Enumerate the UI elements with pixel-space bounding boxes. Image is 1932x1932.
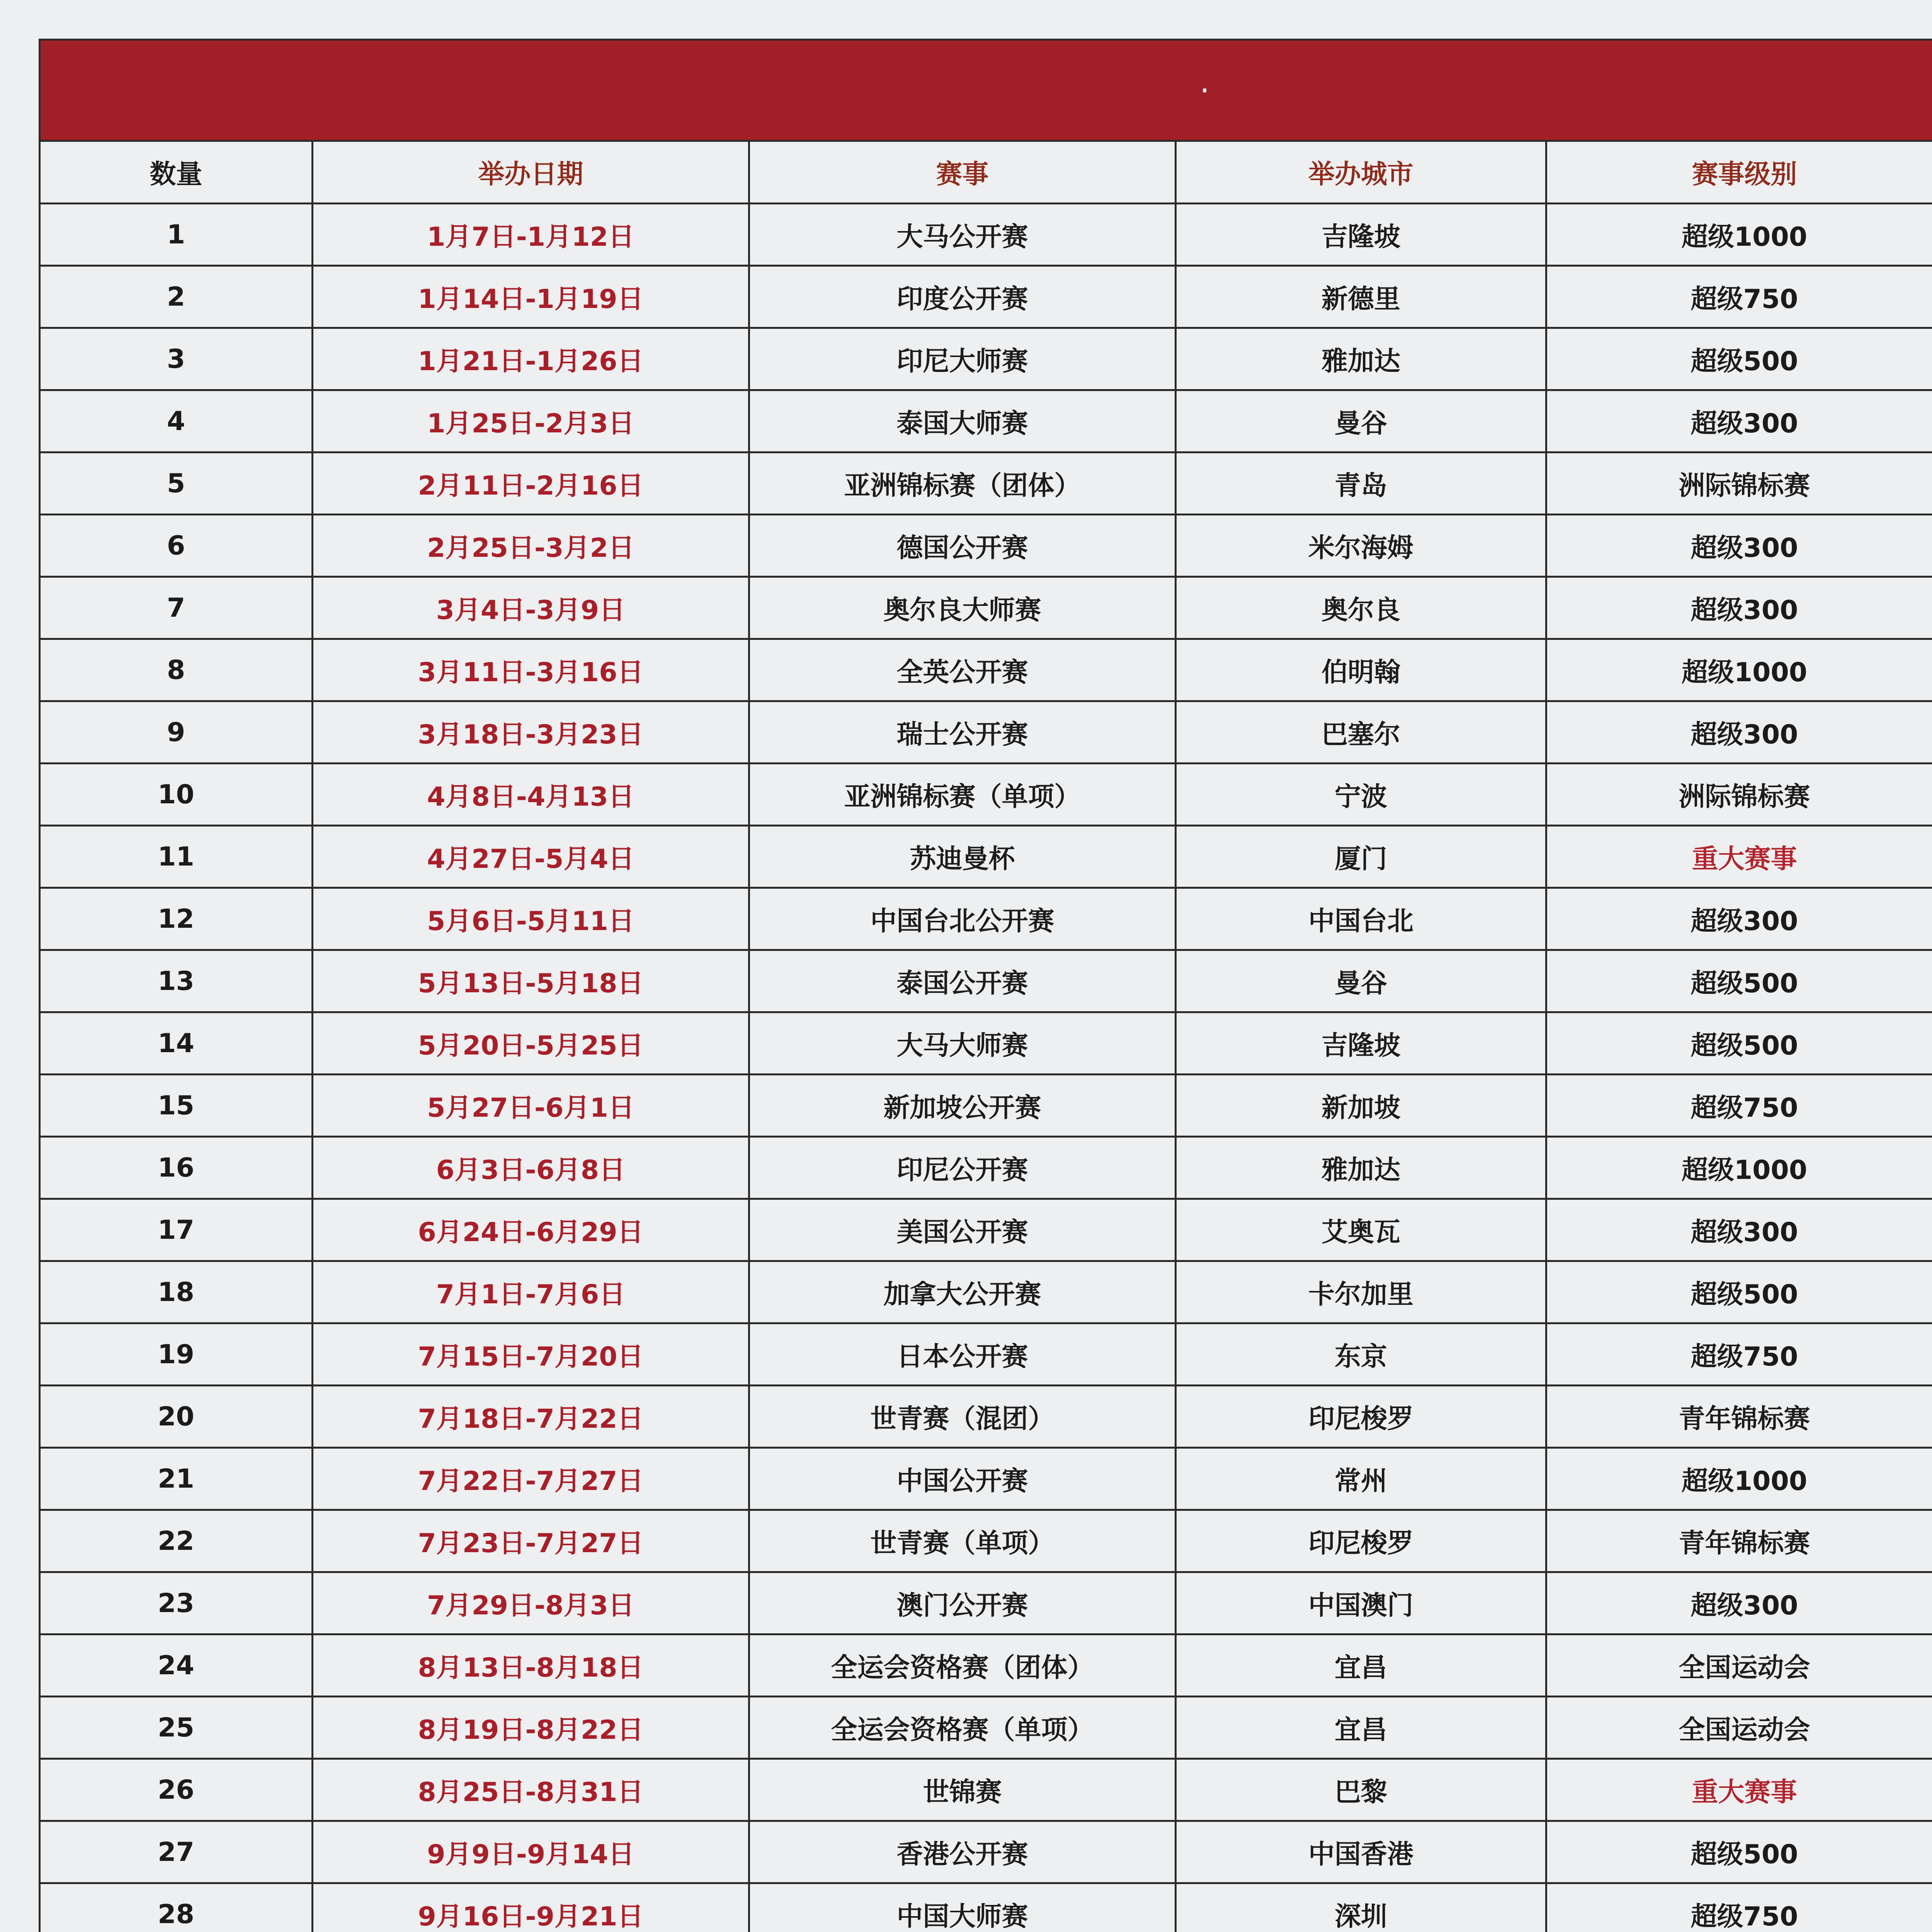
cell-event: 日本公开赛 bbox=[749, 1323, 1176, 1386]
cell-date: 2月11日-2月16日 bbox=[313, 452, 749, 515]
header-row bbox=[40, 141, 1932, 204]
cell-city: 曼谷 bbox=[1176, 390, 1546, 452]
cell-city: 新加坡 bbox=[1176, 1075, 1546, 1137]
cell-event: 奥尔良大师赛 bbox=[749, 577, 1176, 639]
table-row bbox=[40, 452, 1932, 515]
cell-date: 8月13日-8月18日 bbox=[313, 1634, 749, 1697]
cell-count: 8 bbox=[40, 639, 313, 701]
cell-date: 7月22日-7月27日 bbox=[313, 1448, 749, 1510]
cell-date: 4月27日-5月4日 bbox=[313, 826, 749, 888]
table-row bbox=[40, 1821, 1932, 1883]
table-row bbox=[40, 1075, 1932, 1137]
cell-count: 17 bbox=[40, 1199, 313, 1261]
cell-level: 超级300 bbox=[1546, 577, 1932, 639]
cell-city: 曼谷 bbox=[1176, 950, 1546, 1012]
cell-count: 14 bbox=[40, 1012, 313, 1075]
cell-level: 全国运动会 bbox=[1546, 1634, 1932, 1697]
cell-event: 全运会资格赛（单项） bbox=[749, 1697, 1176, 1759]
cell-date: 3月18日-3月23日 bbox=[313, 701, 749, 764]
cell-count: 5 bbox=[40, 452, 313, 515]
cell-city: 印尼梭罗 bbox=[1176, 1510, 1546, 1572]
table-row bbox=[40, 266, 1932, 328]
cell-level: 超级300 bbox=[1546, 701, 1932, 764]
cell-event: 中国大师赛 bbox=[749, 1883, 1176, 1932]
cell-count: 3 bbox=[40, 328, 313, 390]
cell-level: 超级500 bbox=[1546, 950, 1932, 1012]
cell-event: 全英公开赛 bbox=[749, 639, 1176, 701]
cell-event: 泰国大师赛 bbox=[749, 390, 1176, 452]
cell-count: 11 bbox=[40, 826, 313, 888]
cell-city: 宁波 bbox=[1176, 764, 1546, 826]
cell-count: 27 bbox=[40, 1821, 313, 1883]
cell-city: 米尔海姆 bbox=[1176, 515, 1546, 577]
cell-event: 加拿大公开赛 bbox=[749, 1261, 1176, 1323]
cell-level: 青年锦标赛 bbox=[1546, 1510, 1932, 1572]
cell-date: 7月23日-7月27日 bbox=[313, 1510, 749, 1572]
cell-city: 吉隆坡 bbox=[1176, 1012, 1546, 1075]
cell-count: 12 bbox=[40, 888, 313, 950]
cell-event: 世锦赛 bbox=[749, 1759, 1176, 1821]
schedule-sheet bbox=[39, 39, 1932, 1932]
cell-level: 超级300 bbox=[1546, 1572, 1932, 1634]
cell-city: 印尼梭罗 bbox=[1176, 1386, 1546, 1448]
cell-level: 全国运动会 bbox=[1546, 1697, 1932, 1759]
cell-event: 全运会资格赛（团体） bbox=[749, 1634, 1176, 1697]
cell-date: 7月1日-7月6日 bbox=[313, 1261, 749, 1323]
cell-level: 超级1000 bbox=[1546, 1137, 1932, 1199]
cell-count: 18 bbox=[40, 1261, 313, 1323]
table-row bbox=[40, 1386, 1932, 1448]
cell-city: 青岛 bbox=[1176, 452, 1546, 515]
cell-city: 深圳 bbox=[1176, 1883, 1546, 1932]
table-row bbox=[40, 1261, 1932, 1323]
cell-city: 新德里 bbox=[1176, 266, 1546, 328]
table-row bbox=[40, 1697, 1932, 1759]
table-row bbox=[40, 204, 1932, 266]
cell-count: 10 bbox=[40, 764, 313, 826]
cell-city: 雅加达 bbox=[1176, 328, 1546, 390]
cell-event: 中国台北公开赛 bbox=[749, 888, 1176, 950]
cell-event: 大马大师赛 bbox=[749, 1012, 1176, 1075]
cell-level: 超级500 bbox=[1546, 328, 1932, 390]
cell-level: 超级500 bbox=[1546, 1821, 1932, 1883]
cell-event: 中国公开赛 bbox=[749, 1448, 1176, 1510]
cell-level: 超级1000 bbox=[1546, 204, 1932, 266]
cell-count: 7 bbox=[40, 577, 313, 639]
cell-city: 常州 bbox=[1176, 1448, 1546, 1510]
table-row bbox=[40, 390, 1932, 452]
cell-level: 洲际锦标赛 bbox=[1546, 764, 1932, 826]
cell-date: 3月4日-3月9日 bbox=[313, 577, 749, 639]
cell-event: 泰国公开赛 bbox=[749, 950, 1176, 1012]
cell-level: 超级300 bbox=[1546, 515, 1932, 577]
table-row bbox=[40, 1759, 1932, 1821]
table-row bbox=[40, 888, 1932, 950]
cell-city: 宜昌 bbox=[1176, 1634, 1546, 1697]
cell-city: 卡尔加里 bbox=[1176, 1261, 1546, 1323]
cell-event: 澳门公开赛 bbox=[749, 1572, 1176, 1634]
cell-event: 瑞士公开赛 bbox=[749, 701, 1176, 764]
schedule-table bbox=[39, 140, 1932, 1932]
table-row bbox=[40, 701, 1932, 764]
cell-event: 印尼公开赛 bbox=[749, 1137, 1176, 1199]
cell-count: 23 bbox=[40, 1572, 313, 1634]
table-row bbox=[40, 577, 1932, 639]
table-row bbox=[40, 515, 1932, 577]
cell-level: 洲际锦标赛 bbox=[1546, 452, 1932, 515]
table-row bbox=[40, 1012, 1932, 1075]
cell-event: 新加坡公开赛 bbox=[749, 1075, 1176, 1137]
table-row bbox=[40, 1634, 1932, 1697]
cell-level: 超级1000 bbox=[1546, 639, 1932, 701]
cell-date: 9月16日-9月21日 bbox=[313, 1883, 749, 1932]
cell-date: 5月27日-6月1日 bbox=[313, 1075, 749, 1137]
cell-count: 19 bbox=[40, 1323, 313, 1386]
cell-city: 吉隆坡 bbox=[1176, 204, 1546, 266]
cell-event: 大马公开赛 bbox=[749, 204, 1176, 266]
cell-date: 1月21日-1月26日 bbox=[313, 328, 749, 390]
header-event: 赛事 bbox=[749, 141, 1176, 204]
cell-level: 超级1000 bbox=[1546, 1448, 1932, 1510]
header-level: 赛事级别 bbox=[1546, 141, 1932, 204]
cell-event: 德国公开赛 bbox=[749, 515, 1176, 577]
cell-date: 9月9日-9月14日 bbox=[313, 1821, 749, 1883]
cell-city: 中国台北 bbox=[1176, 888, 1546, 950]
cell-event: 世青赛（单项） bbox=[749, 1510, 1176, 1572]
cell-event: 苏迪曼杯 bbox=[749, 826, 1176, 888]
cell-city: 巴塞尔 bbox=[1176, 701, 1546, 764]
cell-date: 3月11日-3月16日 bbox=[313, 639, 749, 701]
cell-level: 超级300 bbox=[1546, 888, 1932, 950]
cell-date: 1月25日-2月3日 bbox=[313, 390, 749, 452]
cell-level: 超级500 bbox=[1546, 1261, 1932, 1323]
cell-count: 24 bbox=[40, 1634, 313, 1697]
cell-date: 1月7日-1月12日 bbox=[313, 204, 749, 266]
table-row bbox=[40, 950, 1932, 1012]
table-row bbox=[40, 1510, 1932, 1572]
cell-date: 4月8日-4月13日 bbox=[313, 764, 749, 826]
table-row bbox=[40, 1137, 1932, 1199]
banner-mark: · bbox=[1200, 73, 1210, 109]
cell-level: 超级500 bbox=[1546, 1012, 1932, 1075]
cell-date: 8月19日-8月22日 bbox=[313, 1697, 749, 1759]
cell-event: 印度公开赛 bbox=[749, 266, 1176, 328]
table-row bbox=[40, 1323, 1932, 1386]
cell-date: 5月20日-5月25日 bbox=[313, 1012, 749, 1075]
cell-event: 印尼大师赛 bbox=[749, 328, 1176, 390]
cell-date: 7月29日-8月3日 bbox=[313, 1572, 749, 1634]
cell-city: 东京 bbox=[1176, 1323, 1546, 1386]
cell-city: 艾奥瓦 bbox=[1176, 1199, 1546, 1261]
cell-date: 5月13日-5月18日 bbox=[313, 950, 749, 1012]
cell-level: 超级750 bbox=[1546, 1075, 1932, 1137]
cell-city: 宜昌 bbox=[1176, 1697, 1546, 1759]
cell-city: 厦门 bbox=[1176, 826, 1546, 888]
cell-date: 6月3日-6月8日 bbox=[313, 1137, 749, 1199]
cell-count: 9 bbox=[40, 701, 313, 764]
cell-event: 世青赛（混团） bbox=[749, 1386, 1176, 1448]
cell-count: 22 bbox=[40, 1510, 313, 1572]
cell-event: 亚洲锦标赛（团体） bbox=[749, 452, 1176, 515]
cell-count: 6 bbox=[40, 515, 313, 577]
table-row bbox=[40, 328, 1932, 390]
title-banner bbox=[39, 39, 1932, 140]
table-body bbox=[40, 204, 1932, 1932]
cell-count: 26 bbox=[40, 1759, 313, 1821]
cell-level: 重大赛事 bbox=[1546, 826, 1932, 888]
table-row bbox=[40, 826, 1932, 888]
cell-date: 8月25日-8月31日 bbox=[313, 1759, 749, 1821]
cell-count: 15 bbox=[40, 1075, 313, 1137]
cell-city: 雅加达 bbox=[1176, 1137, 1546, 1199]
table-row bbox=[40, 1448, 1932, 1510]
cell-level: 超级750 bbox=[1546, 266, 1932, 328]
table-row bbox=[40, 639, 1932, 701]
header-date: 举办日期 bbox=[313, 141, 749, 204]
cell-date: 6月24日-6月29日 bbox=[313, 1199, 749, 1261]
cell-level: 超级750 bbox=[1546, 1323, 1932, 1386]
cell-count: 1 bbox=[40, 204, 313, 266]
cell-count: 21 bbox=[40, 1448, 313, 1510]
table-row bbox=[40, 764, 1932, 826]
cell-date: 2月25日-3月2日 bbox=[313, 515, 749, 577]
cell-count: 16 bbox=[40, 1137, 313, 1199]
cell-count: 4 bbox=[40, 390, 313, 452]
cell-count: 25 bbox=[40, 1697, 313, 1759]
cell-date: 7月18日-7月22日 bbox=[313, 1386, 749, 1448]
cell-event: 亚洲锦标赛（单项） bbox=[749, 764, 1176, 826]
cell-count: 28 bbox=[40, 1883, 313, 1932]
header-city: 举办城市 bbox=[1176, 141, 1546, 204]
cell-city: 伯明翰 bbox=[1176, 639, 1546, 701]
cell-date: 7月15日-7月20日 bbox=[313, 1323, 749, 1386]
cell-count: 2 bbox=[40, 266, 313, 328]
cell-level: 超级750 bbox=[1546, 1883, 1932, 1932]
cell-event: 美国公开赛 bbox=[749, 1199, 1176, 1261]
cell-city: 中国香港 bbox=[1176, 1821, 1546, 1883]
cell-level: 重大赛事 bbox=[1546, 1759, 1932, 1821]
cell-city: 中国澳门 bbox=[1176, 1572, 1546, 1634]
cell-city: 巴黎 bbox=[1176, 1759, 1546, 1821]
table-row bbox=[40, 1572, 1932, 1634]
table-row bbox=[40, 1199, 1932, 1261]
table-row bbox=[40, 1883, 1932, 1932]
cell-event: 香港公开赛 bbox=[749, 1821, 1176, 1883]
cell-count: 13 bbox=[40, 950, 313, 1012]
cell-level: 青年锦标赛 bbox=[1546, 1386, 1932, 1448]
cell-date: 5月6日-5月11日 bbox=[313, 888, 749, 950]
cell-city: 奥尔良 bbox=[1176, 577, 1546, 639]
cell-date: 1月14日-1月19日 bbox=[313, 266, 749, 328]
header-count: 数量 bbox=[40, 141, 313, 204]
cell-level: 超级300 bbox=[1546, 1199, 1932, 1261]
cell-level: 超级300 bbox=[1546, 390, 1932, 452]
cell-count: 20 bbox=[40, 1386, 313, 1448]
